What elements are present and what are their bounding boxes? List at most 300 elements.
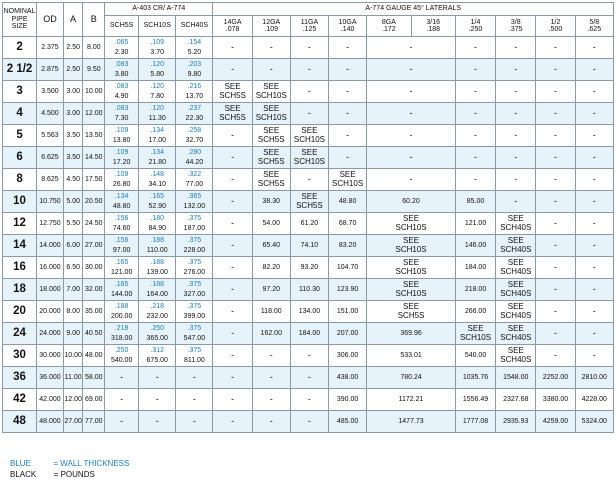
schedule-cell: - <box>139 367 176 389</box>
pipe-size-cell: 14 <box>3 235 37 257</box>
gauge-cell: 118.00 <box>252 301 290 323</box>
od-cell: 4.500 <box>37 103 64 125</box>
gauge-cell: 82.20 <box>252 257 290 279</box>
weight-pounds: 3.70 <box>150 48 165 56</box>
schedule-cell <box>176 59 213 81</box>
schedule-cell <box>139 213 176 235</box>
schedule-cell: - <box>105 411 139 433</box>
gauge-cell: - <box>575 37 613 59</box>
wall-thickness: .258 <box>187 127 202 135</box>
pipe-size-cell: 36 <box>3 367 37 389</box>
legend-blue: BLUE = WALL THICKNESS <box>10 459 130 468</box>
gauge-cell: - <box>536 37 575 59</box>
od-cell: 24.000 <box>37 323 64 345</box>
od-cell: 42.000 <box>37 389 64 411</box>
gauge-cell: - <box>536 59 575 81</box>
gauge-cell: - <box>367 125 456 147</box>
gauge-header: 1/4 .250 <box>455 16 495 37</box>
a-cell: 11.00 <box>63 367 83 389</box>
wall-thickness: .250 <box>114 347 129 355</box>
legend-black: BLACK = POUNDS <box>10 470 95 479</box>
b-cell: 35.00 <box>83 301 105 323</box>
gauge-cell: 151.00 <box>329 301 367 323</box>
weight-pounds: 399.00 <box>183 312 206 320</box>
schedule-cell <box>105 59 139 81</box>
gauge-cell: - <box>455 59 495 81</box>
gauge-cell: - <box>455 125 495 147</box>
gauge-cell: - <box>496 147 536 169</box>
gauge-header: 3/16 .188 <box>411 16 455 37</box>
wall-thickness: .375 <box>187 303 202 311</box>
wall-thickness: .083 <box>114 61 129 69</box>
weight-pounds: 276.00 <box>183 268 206 276</box>
b-header: B <box>83 3 105 37</box>
od-cell: 10.750 <box>37 191 64 213</box>
table-row <box>3 411 614 433</box>
gauge-cell: - <box>252 411 290 433</box>
weight-pounds: 540.00 <box>110 356 133 364</box>
gauge-cell: - <box>213 411 252 433</box>
schedule-cell <box>139 257 176 279</box>
weight-pounds: 52.90 <box>148 202 166 210</box>
wall-thickness: .120 <box>150 61 165 69</box>
gauge-cell: - <box>536 213 575 235</box>
weight-pounds: 32.70 <box>185 136 204 144</box>
gauge-cell: 184.00 <box>290 323 328 345</box>
wall-thickness: .188 <box>150 281 165 289</box>
weight-pounds: 318.00 <box>110 334 133 342</box>
schedule-cell <box>176 301 213 323</box>
gauge-cell: - <box>536 103 575 125</box>
weight-pounds: 228.00 <box>183 246 206 254</box>
table-row <box>3 345 614 367</box>
schedule-cell <box>176 103 213 125</box>
pipe-size-cell: 18 <box>3 279 37 301</box>
gauge-cell: 306.00 <box>329 345 367 367</box>
b-cell: 40.50 <box>83 323 105 345</box>
table-row <box>3 367 614 389</box>
schedule-cell: - <box>176 389 213 411</box>
gauge-cell: - <box>536 323 575 345</box>
gauge-cell: - <box>290 345 328 367</box>
b-cell: 32.00 <box>83 279 105 301</box>
gauge-cell: - <box>329 81 367 103</box>
gauge-cell: - <box>575 345 613 367</box>
gauge-cell: - <box>367 81 456 103</box>
gauge-cell: - <box>367 103 456 125</box>
schedule-cell <box>139 37 176 59</box>
gauge-cell: - <box>536 301 575 323</box>
schedule-cell <box>105 103 139 125</box>
gauge-cell: - <box>496 191 536 213</box>
schedule-cell: - <box>176 367 213 389</box>
see-schedule-cell: SEE SCH10S <box>290 147 328 169</box>
schedule-cell <box>139 103 176 125</box>
gauge-cell: - <box>536 235 575 257</box>
gauge-cell: 207.00 <box>329 323 367 345</box>
table-row <box>3 323 614 345</box>
weight-pounds: 13.80 <box>112 136 131 144</box>
gauge-cell: 1548.00 <box>496 367 536 389</box>
pipe-size-cell: 6 <box>3 147 37 169</box>
wall-thickness: .165 <box>114 281 129 289</box>
schedule-cell <box>176 279 213 301</box>
gauge-cell: - <box>496 59 536 81</box>
gauge-header: 3/8 .375 <box>496 16 536 37</box>
gauge-cell: - <box>496 81 536 103</box>
gauge-cell: - <box>213 367 252 389</box>
schedule-header: SCH40S <box>176 16 213 37</box>
gauge-cell: - <box>213 59 252 81</box>
see-schedule-cell: SEE SCH40S <box>496 235 536 257</box>
weight-pounds: 187.00 <box>183 224 206 232</box>
weight-pounds: 110.00 <box>146 246 168 254</box>
schedule-cell <box>176 169 213 191</box>
weight-pounds: 200.00 <box>110 312 133 320</box>
od-cell: 2.375 <box>37 37 64 59</box>
see-schedule-cell: SEE SCH40S <box>496 257 536 279</box>
schedule-cell: - <box>105 367 139 389</box>
schedule-cell <box>139 279 176 301</box>
b-cell: 27.00 <box>83 235 105 257</box>
gauge-cell: - <box>496 169 536 191</box>
wall-thickness: .280 <box>187 149 202 157</box>
gauge-cell: - <box>290 389 328 411</box>
pipe-size-cell: 3 <box>3 81 37 103</box>
schedule-cell <box>105 147 139 169</box>
schedule-cell: - <box>105 389 139 411</box>
pipe-size-cell: 42 <box>3 389 37 411</box>
weight-pounds: 84.90 <box>148 224 166 232</box>
b-cell: 8.00 <box>83 37 105 59</box>
gauge-header: 12GA .109 <box>252 16 290 37</box>
gauge-cell: - <box>213 257 252 279</box>
weight-pounds: 48.80 <box>112 202 131 210</box>
schedule-cell <box>176 37 213 59</box>
gauge-cell: - <box>536 125 575 147</box>
b-cell: 13.50 <box>83 125 105 147</box>
pipe-size-cell: 20 <box>3 301 37 323</box>
gauge-cell: - <box>213 37 252 59</box>
schedule-cell <box>176 191 213 213</box>
see-schedule-cell: SEE SCH10S <box>252 103 290 125</box>
wall-thickness: .165 <box>150 193 165 201</box>
weight-pounds: 3.80 <box>114 70 129 78</box>
od-cell: 6.625 <box>37 147 64 169</box>
wall-thickness: .134 <box>114 193 129 201</box>
gauge-cell: - <box>329 37 367 59</box>
weight-pounds: 2.30 <box>114 48 129 56</box>
b-cell: 17.50 <box>83 169 105 191</box>
schedule-cell <box>139 81 176 103</box>
gauge-cell: - <box>213 301 252 323</box>
gauge-cell: - <box>252 389 290 411</box>
wall-thickness: .188 <box>150 259 165 267</box>
schedule-cell <box>176 257 213 279</box>
table-header <box>3 3 614 37</box>
gauge-cell: - <box>367 37 456 59</box>
gauge-cell: 3380.00 <box>536 389 575 411</box>
weight-pounds: 13.70 <box>185 92 204 100</box>
gauge-cell: - <box>213 213 252 235</box>
gauge-cell: - <box>575 279 613 301</box>
weight-pounds: 11.30 <box>148 114 166 122</box>
gauge-cell: 1556.49 <box>455 389 495 411</box>
schedule-cell: - <box>176 411 213 433</box>
a-cell: 2.50 <box>63 59 83 81</box>
see-schedule-cell: SEE SCH10S <box>290 125 328 147</box>
weight-pounds: 7.80 <box>150 92 165 100</box>
a-cell: 6.50 <box>63 257 83 279</box>
od-cell: 18.000 <box>37 279 64 301</box>
weight-pounds: 327.00 <box>183 290 206 298</box>
schedule-cell <box>176 125 213 147</box>
gauge-cell: - <box>575 257 613 279</box>
schedule-cell <box>139 345 176 367</box>
gauge-cell: 1477.73 <box>367 411 456 433</box>
gauge-cell: - <box>575 147 613 169</box>
gauge-cell: - <box>290 411 328 433</box>
weight-pounds: 44.20 <box>185 158 204 166</box>
pipe-size-cell: 4 <box>3 103 37 125</box>
od-cell: 48.000 <box>37 411 64 433</box>
table-row <box>3 103 614 125</box>
gauge-cell: - <box>575 213 613 235</box>
wall-thickness: .312 <box>150 347 165 355</box>
see-schedule-cell: SEE SCH10S <box>367 257 456 279</box>
pipe-size-cell: 10 <box>3 191 37 213</box>
lateral-specs-table <box>2 2 614 433</box>
gauge-cell: 83.20 <box>329 235 367 257</box>
gauge-cell: - <box>329 103 367 125</box>
gauge-cell: - <box>575 103 613 125</box>
pipe-size-cell: 12 <box>3 213 37 235</box>
see-schedule-cell: SEE SCH10S <box>252 81 290 103</box>
weight-pounds: 811.00 <box>183 356 205 364</box>
table-row <box>3 279 614 301</box>
schedule-cell <box>176 323 213 345</box>
a-cell: 5.00 <box>63 191 83 213</box>
gauge-cell: 54.00 <box>252 213 290 235</box>
wall-thickness: .120 <box>150 105 165 113</box>
pipe-size-cell: 48 <box>3 411 37 433</box>
gauge-cell: 1035.76 <box>455 367 495 389</box>
gauge-cell: - <box>213 125 252 147</box>
pipe-size-cell: 24 <box>3 323 37 345</box>
gauge-cell: - <box>329 59 367 81</box>
weight-pounds: 97.00 <box>112 246 131 254</box>
gauge-cell: - <box>367 147 456 169</box>
gauge-cell: - <box>575 125 613 147</box>
wall-thickness: .109 <box>114 171 129 179</box>
a-cell: 6.00 <box>63 235 83 257</box>
see-schedule-cell: SEE SCH10S <box>367 279 456 301</box>
weight-pounds: 21.80 <box>148 158 166 166</box>
wall-thickness: .065 <box>114 39 129 47</box>
b-cell: 20.50 <box>83 191 105 213</box>
od-cell: 16.000 <box>37 257 64 279</box>
table-row <box>3 301 614 323</box>
od-cell: 14.000 <box>37 235 64 257</box>
gauge-cell: 162.00 <box>252 323 290 345</box>
gauge-cell: 146.00 <box>455 235 495 257</box>
a-cell: 5.50 <box>63 213 83 235</box>
weight-pounds: 139.00 <box>146 268 168 276</box>
wall-thickness: .109 <box>114 127 129 135</box>
wall-thickness: .083 <box>114 83 129 91</box>
weight-pounds: 22.30 <box>185 114 204 122</box>
see-schedule-cell: SEE SCH5S <box>367 301 456 323</box>
od-cell: 36.000 <box>37 367 64 389</box>
gauge-cell: - <box>575 169 613 191</box>
schedule-cell: - <box>139 411 176 433</box>
gauge-cell: - <box>213 147 252 169</box>
b-cell: 10.00 <box>83 81 105 103</box>
a-cell: 2.50 <box>63 37 83 59</box>
od-cell: 20.000 <box>37 301 64 323</box>
gauge-cell: - <box>213 191 252 213</box>
table-row <box>3 169 614 191</box>
gauge-cell: - <box>575 59 613 81</box>
a-cell: 3.50 <box>63 125 83 147</box>
a-cell: 3.00 <box>63 81 83 103</box>
schedule-cell <box>105 301 139 323</box>
schedule-cell <box>176 147 213 169</box>
weight-pounds: 26.80 <box>112 180 131 188</box>
weight-pounds: 77.00 <box>185 180 204 188</box>
gauge-cell: 61.20 <box>290 213 328 235</box>
schedule-cell <box>105 213 139 235</box>
gauge-cell: - <box>367 169 456 191</box>
gauge-cell: - <box>536 81 575 103</box>
weight-pounds: 547.00 <box>183 334 206 342</box>
a-cell: 8.00 <box>63 301 83 323</box>
schedule-cell <box>105 125 139 147</box>
table-row <box>3 147 614 169</box>
see-schedule-cell: SEE SCH5S <box>252 125 290 147</box>
table-row <box>3 125 614 147</box>
gauge-cell: - <box>213 235 252 257</box>
gauge-cell: - <box>575 323 613 345</box>
gauge-cell: - <box>290 59 328 81</box>
schedule-cell <box>105 323 139 345</box>
see-schedule-cell: SEE SCH40S <box>496 323 536 345</box>
wall-thickness: .375 <box>187 281 202 289</box>
gauge-cell: 2327.68 <box>496 389 536 411</box>
gauge-cell: 104.70 <box>329 257 367 279</box>
table-row <box>3 59 614 81</box>
a-cell: 4.50 <box>63 169 83 191</box>
gauge-cell: - <box>213 169 252 191</box>
wall-thickness: .203 <box>187 61 202 69</box>
gauge-cell: - <box>290 81 328 103</box>
gauge-cell: 390.00 <box>329 389 367 411</box>
weight-pounds: 17.20 <box>112 158 131 166</box>
schedule-cell <box>105 279 139 301</box>
a774-group-header: A-774 GAUGE 45° LATERALS <box>213 3 614 16</box>
wall-thickness: .375 <box>187 259 202 267</box>
wall-thickness: .134 <box>150 127 165 135</box>
od-cell: 5.563 <box>37 125 64 147</box>
gauge-cell: 121.00 <box>455 213 495 235</box>
see-schedule-cell: SEE SCH5S <box>213 81 252 103</box>
gauge-cell: 123.90 <box>329 279 367 301</box>
schedule-cell <box>139 323 176 345</box>
gauge-cell: - <box>575 235 613 257</box>
gauge-cell: 2252.00 <box>536 367 575 389</box>
wall-thickness: .156 <box>114 215 129 223</box>
wall-thickness: .365 <box>187 193 202 201</box>
gauge-cell: - <box>536 257 575 279</box>
wall-thickness: .165 <box>114 259 129 267</box>
gauge-cell: - <box>536 279 575 301</box>
gauge-cell: - <box>496 37 536 59</box>
gauge-cell: 533.01 <box>367 345 456 367</box>
gauge-cell: 4228.00 <box>575 389 613 411</box>
wall-thickness: .134 <box>150 149 165 157</box>
see-schedule-cell: SEE SCH40S <box>496 345 536 367</box>
see-schedule-cell: SEE SCH10S <box>329 169 367 191</box>
a-cell: 27.00 <box>63 411 83 433</box>
weight-pounds: 132.00 <box>183 202 206 210</box>
weight-pounds: 675.00 <box>146 356 168 364</box>
weight-pounds: 34.10 <box>148 180 166 188</box>
wall-thickness: .375 <box>187 325 202 333</box>
wall-thickness: .237 <box>187 105 202 113</box>
table-row <box>3 37 614 59</box>
pipe-size-cell: 5 <box>3 125 37 147</box>
gauge-cell: - <box>252 59 290 81</box>
b-cell: 24.50 <box>83 213 105 235</box>
schedule-header: SCH5S <box>105 16 139 37</box>
wall-thickness: .216 <box>187 83 202 91</box>
b-cell: 48.00 <box>83 345 105 367</box>
gauge-cell: - <box>455 169 495 191</box>
see-schedule-cell: SEE SCH5S <box>290 191 328 213</box>
wall-thickness: .250 <box>150 325 165 333</box>
gauge-cell: 369.96 <box>367 323 456 345</box>
weight-pounds: 5.80 <box>150 70 165 78</box>
schedule-cell <box>139 301 176 323</box>
wall-thickness: .218 <box>150 303 165 311</box>
see-schedule-cell: SEE SCH10S <box>455 323 495 345</box>
table-body <box>3 37 614 433</box>
od-cell: 2.875 <box>37 59 64 81</box>
gauge-cell: - <box>455 103 495 125</box>
schedule-cell <box>176 213 213 235</box>
gauge-cell: 4259.00 <box>536 411 575 433</box>
od-cell: 30.000 <box>37 345 64 367</box>
pipe-size-cell: 2 1/2 <box>3 59 37 81</box>
b-cell: 77.00 <box>83 411 105 433</box>
schedule-cell <box>105 257 139 279</box>
gauge-cell: 2810.00 <box>575 367 613 389</box>
gauge-cell: - <box>329 125 367 147</box>
schedule-cell <box>105 191 139 213</box>
gauge-cell: 68.70 <box>329 213 367 235</box>
gauge-cell: - <box>455 37 495 59</box>
schedule-cell <box>139 147 176 169</box>
gauge-cell: 65.40 <box>252 235 290 257</box>
weight-pounds: 17.00 <box>148 136 166 144</box>
see-schedule-cell: SEE SCH5S <box>252 147 290 169</box>
gauge-cell: 438.00 <box>329 367 367 389</box>
wall-thickness: .375 <box>187 237 202 245</box>
gauge-cell: - <box>575 301 613 323</box>
wall-thickness: .188 <box>114 303 129 311</box>
gauge-cell: 48.80 <box>329 191 367 213</box>
gauge-header: 8GA .172 <box>367 16 411 37</box>
